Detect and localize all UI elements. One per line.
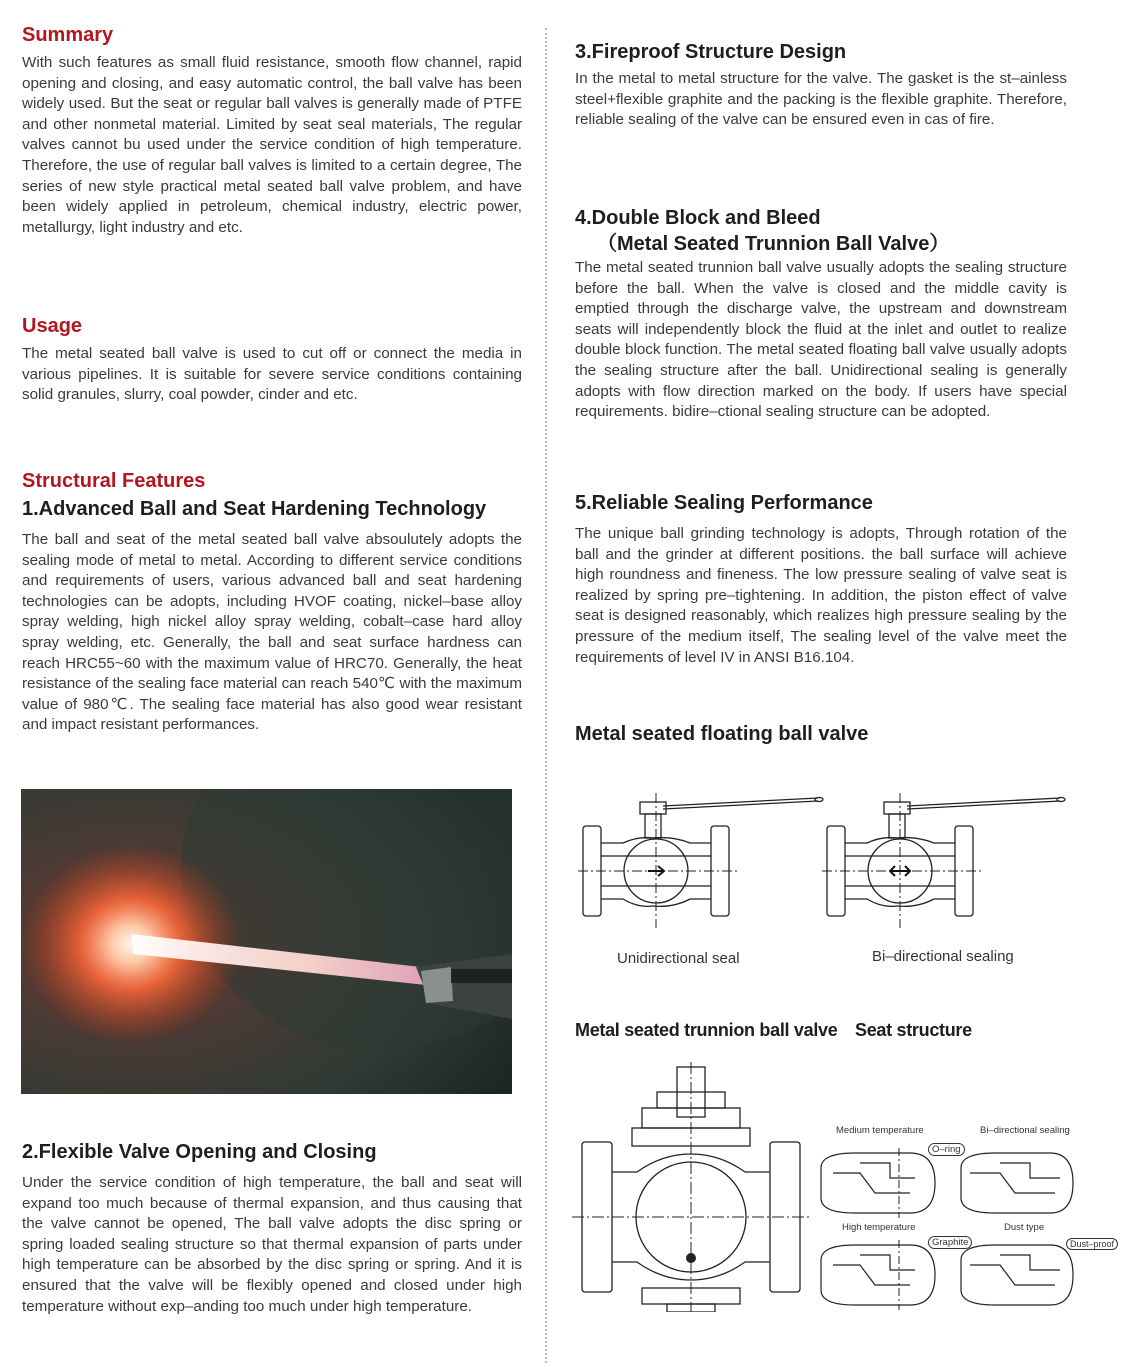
- section4-title: 4.Double Block and Bleed: [575, 207, 821, 229]
- section3-text: In the metal to metal structure for the valve. The gasket is the st–ainless steel+flexible graphite and the packing is the flexible graphite. Therefore, reliable sealing of the valve can be ensured even in cas of fire.: [575, 70, 1067, 129]
- section5-title: 5.Reliable Sealing Performance: [575, 492, 873, 514]
- o-ring-label: O–ring: [928, 1143, 965, 1156]
- bidirectional-caption: Bi–directional sealing: [872, 948, 1014, 965]
- section1-title: 1.Advanced Ball and Seat Hardening Technology: [22, 498, 487, 520]
- bidirectional-sealing-label: Bi–directional sealing: [980, 1125, 1070, 1136]
- section5-text: The unique ball grinding technology is adopts, Through rotation of the ball and the grinder at different positions. the ball surface will achieve high roundness and fineness. The low pressure sealing of valve seat is realized by spring pre–tightening. In addition, the piston effect of valve seat is designed reasonably, which realizes high pressure sealing by the pressure of the medium itself, The sealing level of the valve meet the requirements of level IV in ANSI B16.104.: [575, 525, 1067, 666]
- summary-text: With such features as small fluid resistance, smooth flow channel, rapid opening and closing, and easy automatic control, the ball valve has been widely used. But the seat or regular ball valves is generally made of PTFE and other nonmetal material. Limited by seat seal materials, The regular valves cannot bu used under the service condition of high temperature. Therefore, the use of regular ball valves is limited to a certain degree, The series of new style practical metal seated ball valve problem, and have been widely applied in petroleum, chemical industry, electric power, metallurgy, light industry and etc.: [22, 54, 522, 236]
- column-divider: [545, 28, 547, 1363]
- spray-welding-photo: [21, 789, 512, 1094]
- section2-text: Under the service condition of high temperature, the ball and seat will expand too much because of thermal expansion, and thus causing that the valve cannot be opened, The ball valve adopts the disc spring or spring loaded sealing structure so that thermal expansion of parts under high temperature can be absorbed by the disc spring or spring. And it is ensured that the valve will be flexibly opened and closed under high temperature without exp–anding too much under high temperature.: [22, 1174, 522, 1315]
- section1-text: The ball and seat of the metal seated ball valve absoulutely adopts the sealing mode of metal to metal. According to different service conditions and requirements of users, various advanced ball and seat hardening technologies can be adopts, including HVOF coating, nickel–base alloy spray welding, high nickel alloy spray welding, cobalt–case hard alloy spray welding, etc. Generally, the ball and seat surface hardness can reach HRC55~60 with the maximum value of HRC70. Generally, the heat resistance of the sealing face material can reach 540℃ with the maximum value of 980℃. The sealing face material has also good wear resistant and impact resistant performances.: [22, 531, 522, 734]
- seat-detail-top-drawing: [815, 1148, 1075, 1218]
- section4-text: The metal seated trunnion ball valve usually adopts the sealing structure before the ball. When the valve is closed and the middle cavity is emptied through the discharge valve, the upstream and downstream seats will independently block the fluid at the inlet and outlet to realize double block function. The metal seated floating ball valve usually adopts the sealing structure after the ball. Unidirectional sealing is generally adopts with flow direction marked on the body. If users have special requirements. bidire–ctional sealing structure can be adopted.: [575, 259, 1067, 421]
- floating-ball-valve-title: Metal seated floating ball valve: [575, 723, 869, 745]
- dust-proof-label: Dust–proof: [1066, 1238, 1118, 1250]
- section2-title: 2.Flexible Valve Opening and Closing: [22, 1141, 377, 1163]
- summary-heading: Summary: [22, 24, 114, 46]
- structural-features-heading: Structural Features: [22, 470, 206, 492]
- bidirectional-valve-drawing: [822, 788, 1072, 938]
- trunnion-ball-valve-title: Metal seated trunnion ball valve: [575, 1020, 838, 1040]
- graphite-label: Graphite: [928, 1236, 972, 1249]
- unidirectional-caption: Unidirectional seal: [617, 950, 740, 967]
- medium-temperature-label: Medium temperature: [836, 1125, 924, 1136]
- high-temperature-label: High temperature: [842, 1222, 916, 1233]
- usage-heading: Usage: [22, 315, 83, 337]
- dust-type-label: Dust type: [1004, 1222, 1045, 1233]
- unidirectional-valve-drawing: [578, 788, 828, 938]
- seat-structure-title: Seat structure: [855, 1020, 972, 1040]
- section4-subtitle: （Metal Seated Trunnion Ball Valve）: [597, 233, 950, 255]
- trunnion-valve-drawing: [572, 1062, 812, 1312]
- usage-text: The metal seated ball valve is used to cut off or connect the media in various pipelines. It is suitable for severe service conditions containing solid granules, slurry, coal powder, cinder and etc.: [22, 345, 522, 404]
- seat-detail-bottom-drawing: [815, 1240, 1075, 1310]
- section3-title: 3.Fireproof Structure Design: [575, 41, 847, 63]
